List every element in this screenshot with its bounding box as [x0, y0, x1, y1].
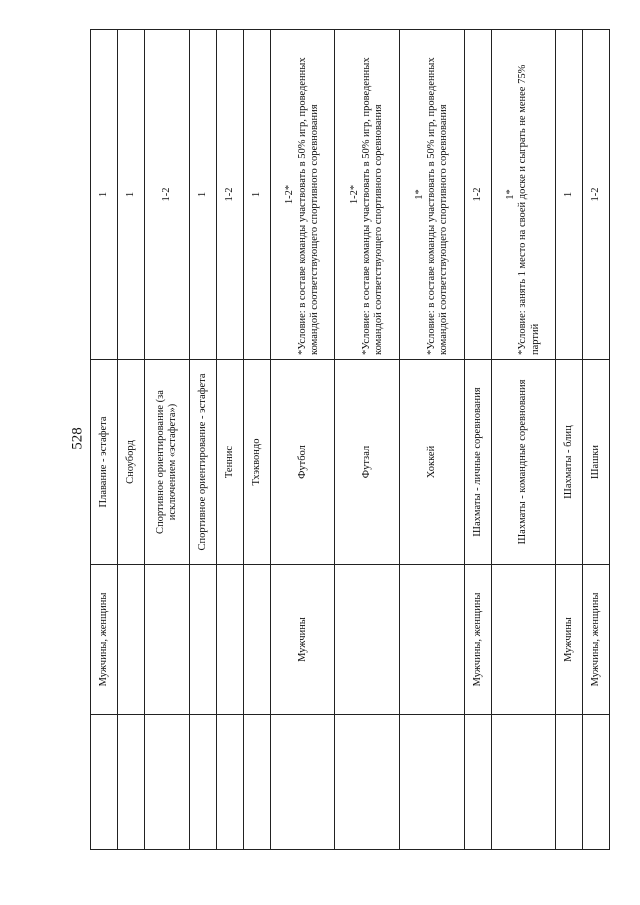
- place-value: 1: [91, 30, 118, 360]
- rotated-table-container: [90, 30, 610, 850]
- place-value: 1: [117, 30, 144, 360]
- sport-name: Спортивное ориентирование (за исключением «эстафета»): [144, 360, 190, 565]
- table-row: [583, 30, 610, 850]
- gender-cell: Мужчины, женщины: [91, 565, 118, 715]
- condition-text: *Условие: в составе команды участвовать в 50% игр, проведенных командой соответствующего спортивного соревнования: [296, 57, 320, 355]
- table-row: [190, 30, 217, 850]
- gender-cell: Мужчины, женщины: [583, 565, 610, 715]
- place-value: 1-2: [464, 30, 491, 360]
- sport-name: Плавание - эстафета: [91, 360, 118, 565]
- page-number: 528: [69, 427, 86, 450]
- place-value: 1: [190, 30, 217, 360]
- place-value: 1-2: [217, 30, 244, 360]
- place-value: 1-2: [583, 30, 610, 360]
- place-value: [400, 30, 465, 360]
- gender-cell: Мужчины: [270, 565, 335, 715]
- sport-name: Хоккей: [400, 360, 465, 565]
- sport-name: Тхэквондо: [243, 360, 270, 565]
- sports-table: [90, 29, 610, 850]
- gender-cell: Мужчины: [556, 565, 583, 715]
- sport-name: Шахматы - личные соревнования: [464, 360, 491, 565]
- table-row: [117, 30, 144, 850]
- table-row: [217, 30, 244, 850]
- table-row: [491, 30, 556, 850]
- place-value: [270, 30, 335, 360]
- place-number: 1*: [505, 189, 517, 200]
- place-value: 1: [243, 30, 270, 360]
- place-value: 1: [556, 30, 583, 360]
- table-row: [335, 30, 400, 850]
- condition-text: *Условие: занять 1 место на своей доске и сыграть не менее 75% партий: [517, 64, 541, 355]
- sport-name: Шахматы - командные соревнования: [491, 360, 556, 565]
- table-row: [556, 30, 583, 850]
- place-number: 1*: [413, 189, 425, 200]
- place-number: 1-2*: [349, 184, 361, 205]
- sport-name: Шахматы - блиц: [556, 360, 583, 565]
- sport-name: Футбол: [270, 360, 335, 565]
- sport-name: Шашки: [583, 360, 610, 565]
- table-row: [91, 30, 118, 850]
- sport-name: Футзал: [335, 360, 400, 565]
- table-row: [243, 30, 270, 850]
- gender-cell: Мужчины, женщины: [464, 565, 491, 715]
- place-value: 1-2: [144, 30, 190, 360]
- place-number: 1-2*: [284, 184, 296, 205]
- place-value: [335, 30, 400, 360]
- sport-name: Сноуборд: [117, 360, 144, 565]
- table-row: [270, 30, 335, 850]
- place-value: [491, 30, 556, 360]
- sport-name: Теннис: [217, 360, 244, 565]
- table-row: [464, 30, 491, 850]
- table-row: [400, 30, 465, 850]
- condition-text: *Условие: в составе команды участвовать в 50% игр, проведенных командой соответствующего спортивного соревнования: [361, 57, 385, 355]
- sport-name: Спортивное ориентирование - эстафета: [190, 360, 217, 565]
- condition-text: *Условие: в составе команды участвовать в 50% игр, проведенных командой соответствующего спортивного соревнования: [425, 57, 450, 355]
- table-row: [144, 30, 190, 850]
